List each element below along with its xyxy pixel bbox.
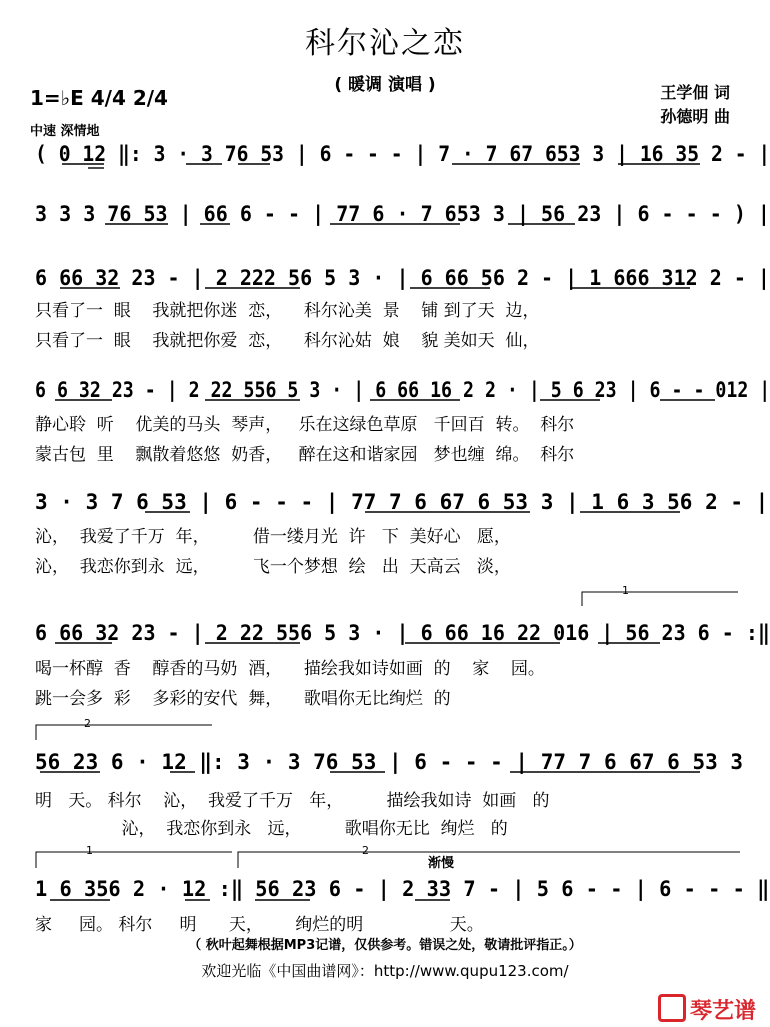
transcriber-note: （ 秋叶起舞根据MP3记谱，仅供参考。错误之处，敬请批评指正。） [188,938,582,953]
ritardando-marking: 渐慢 [428,856,455,871]
volta-1-label: 1 [622,584,629,597]
score-row-6-notes: 6 66 32 23 - | 2 22 556 5 3 · | 6 66 16 22 016 | 56 23 6 - :‖ [35,621,770,645]
score-row-8-notes: 1 6 356 2 · 12 :‖ 56 23 6 - | 2 33 7 - | 5 6 - - | 6 - - - ‖ [35,877,770,901]
logo-icon [658,994,686,1022]
score-row-3-notes: 6 66 32 23 - | 2 222 56 5 3 · | 6 66 56 2 - | 1 666 312 2 - | [35,266,770,290]
score-row-7-lyric-1: 明 天。 科尔 沁， 我爱了千万 年， 描绘我如诗 如画 的 [35,791,550,811]
composer-credit: 孙德明 曲 [660,107,730,126]
logo-text: 琴艺谱 [689,999,756,1024]
score-row-8-lyric-1: 家 园。 科尔 明 天， 绚烂的明 天。 [35,915,484,935]
volta-bracket-1-row8 [36,852,232,868]
volta-2-label: 2 [84,717,91,730]
lyricist-credit: 王学佃 词 [660,83,730,102]
score-row-5-lyric-1: 沁， 我爱了千万 年， 借一缕月光 许 下 美好心 愿， [35,527,511,547]
score-row-6-lyric-2: 跳一会多 彩 多彩的安代 舞， 歌唱你无比绚烂 的 [35,689,451,709]
brand-logo [658,994,756,1025]
score-row-4-lyric-1: 静心聆 听 优美的马头 琴声， 乐在这绿色草原 千回百 转。 科尔 [35,415,575,435]
score-row-5-notes: 3 · 3 7 6 53 | 6 - - - | 77 7 6 67 6 53 3 | 1 6 3 56 2 - | [35,490,769,514]
site-link[interactable]: 欢迎光临《中国曲谱网》：http://www.qupu123.com/ [201,962,569,980]
score-row-5-lyric-2: 沁， 我恋你到永 远， 飞一个梦想 绘 出 天高云 淡， [35,557,511,577]
score-row-7-notes: 56 23 6 · 12 ‖: 3 · 3 76 53 | 6 - - - | 77 7 6 67 6 53 3 [35,750,744,774]
volta-bracket-1-row6 [582,592,738,606]
score-row-2-notes: 3 3 3 76 53 | 66 6 - - | 77 6 · 7 653 3 | 56 23 | 6 - - - ) | [35,202,770,226]
song-title: 科尔沁之恋 [305,26,465,61]
score-row-4-lyric-2: 蒙古包 里 飘散着悠悠 奶香， 醉在这和谐家园 梦也缠 绵。 科尔 [35,445,575,465]
volta-bracket-2-row8 [238,852,740,868]
score-row-1-notes: ( 0 12 ‖: 3 · 3 76 53 | 6 - - - | 7 · 7 67 653 3 | 16 35 2 - | [35,142,770,166]
score-row-7-lyric-2: 沁， 我恋你到永 远， 歌唱你无比 绚烂 的 [35,819,508,839]
volta-1-label-row8: 1 [86,844,93,857]
score-row-4-notes: 6 6 32 23 - | 2 22 556 5 3 · | 6 66 16 2 2 · | 5 6 23 | 6 - - 012 | [35,378,770,402]
volta-bracket-2-row7 [36,725,212,740]
performer-subtitle: ( 暖调 演唱 ) [334,75,436,95]
score-row-3-lyric-1: 只看了一 眼 我就把你迷 恋， 科尔沁美 景 铺 到了天 边， [35,301,540,321]
volta-2-label-row8: 2 [362,844,369,857]
key-signature: 1=♭E 4/4 2/4 [30,86,168,110]
score-row-6-lyric-1: 喝一杯醇 香 醇香的马奶 酒， 描绘我如诗如画 的 家 园。 [35,659,545,679]
score-row-3-lyric-2: 只看了一 眼 我就把你爱 恋， 科尔沁姑 娘 貌 美如天 仙， [35,331,540,351]
tempo-marking: 中速 深情地 [30,124,100,139]
